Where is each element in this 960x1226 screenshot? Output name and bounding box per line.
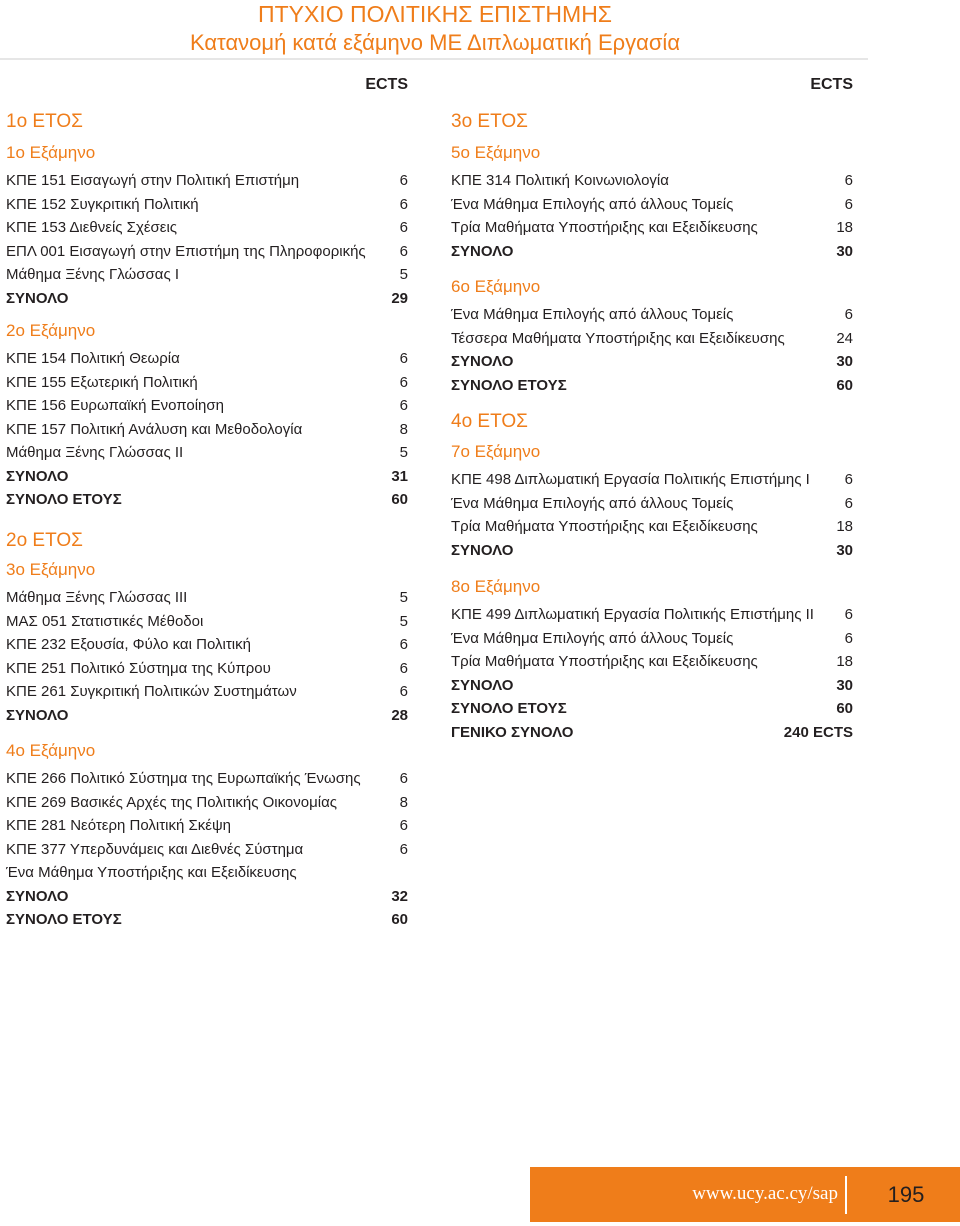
total-row <box>451 676 853 696</box>
total-row <box>6 289 408 309</box>
ects-value: 18 <box>836 653 853 670</box>
total-label: ΣΥΝΟΛΟ <box>6 467 69 485</box>
total-row <box>6 706 408 726</box>
ects-value: 6 <box>399 350 408 367</box>
course-name: Ένα Μάθημα Επιλογής από άλλους Τομείς <box>451 195 734 213</box>
total-label: ΣΥΝΟΛΟ <box>451 676 514 694</box>
course-name: ΚΠΕ 281 Νεότερη Πολιτική Σκέψη <box>6 817 231 834</box>
ects-column-header: ECTS <box>810 76 853 93</box>
course-name: ΕΠΛ 001 Εισαγωγή στην Επιστήμη της Πληροφορικής <box>6 242 366 260</box>
total-label: ΣΥΝΟΛΟ <box>451 541 514 559</box>
ects-value: 5 <box>399 589 408 606</box>
ects-value: 6 <box>399 817 408 834</box>
year-heading: 3ο ΕΤΟΣ <box>451 111 528 132</box>
total-row <box>451 376 853 396</box>
course-row <box>451 470 853 490</box>
ects-value: 6 <box>844 195 853 213</box>
course-name: ΚΠΕ 269 Βασικές Αρχές της Πολιτικής Οικονομίας <box>6 793 337 811</box>
course-name: ΚΠΕ 266 Πολιτικό Σύστημα της Ευρωπαϊκής Ένωσης <box>6 770 361 787</box>
ects-value: 6 <box>399 219 408 236</box>
course-row <box>451 494 853 514</box>
year-heading: 4ο ΕΤΟΣ <box>451 411 528 432</box>
ects-column-header: ECTS <box>365 76 408 93</box>
total-label: ΣΥΝΟΛΟ <box>6 887 69 905</box>
ects-value: 5 <box>399 266 408 283</box>
course-name: ΚΠΕ 499 Διπλωματική Εργασία Πολιτικής Επιστήμης ΙΙ <box>451 606 814 623</box>
course-name: ΚΠΕ 498 Διπλωματική Εργασία Πολιτικής Επιστήμης Ι <box>451 471 810 488</box>
semester-heading: 6ο Εξάμηνο <box>451 277 541 296</box>
total-label: ΣΥΝΟΛΟ ΕΤΟΥΣ <box>6 911 122 928</box>
ects-value: 18 <box>836 219 853 236</box>
ects-value: 60 <box>836 376 853 394</box>
course-name: ΚΠΕ 156 Ευρωπαϊκή Ενοποίηση <box>6 397 224 414</box>
course-name: ΚΠΕ 261 Συγκριτική Πολιτικών Συστημάτων <box>6 683 297 700</box>
footer-separator <box>845 1176 847 1214</box>
total-label: ΓΕΝΙΚΟ ΣΥΝΟΛΟ <box>451 723 574 741</box>
course-name: Ένα Μάθημα Επιλογής από άλλους Τομείς <box>451 306 734 323</box>
semester-heading: 4ο Εξάμηνο <box>6 741 96 760</box>
ects-value: 28 <box>391 706 408 724</box>
semester-heading: 3ο Εξάμηνο <box>6 560 96 579</box>
ects-value: 31 <box>391 467 408 485</box>
course-row <box>6 863 408 883</box>
course-row <box>6 396 408 416</box>
ects-value: 6 <box>844 471 853 488</box>
semester-heading: 1ο Εξάμηνο <box>6 143 96 162</box>
ects-value: 6 <box>844 172 853 189</box>
course-row <box>451 218 853 238</box>
total-row <box>6 887 408 907</box>
ects-value: 8 <box>399 420 408 438</box>
page-title: ΠΤΥΧΙΟ ΠΟΛΙΤΙΚΗΣ ΕΠΙΣΤΗΜΗΣ <box>257 1 613 27</box>
course-row <box>6 420 408 440</box>
ects-value: 6 <box>399 770 408 787</box>
total-row <box>451 352 853 372</box>
total-row <box>451 541 853 561</box>
total-label: ΣΥΝΟΛΟ ΕΤΟΥΣ <box>6 491 122 508</box>
total-label: ΣΥΝΟΛΟ <box>451 242 514 260</box>
ects-value: 6 <box>399 195 408 213</box>
course-row <box>451 605 853 625</box>
ects-value: 6 <box>399 636 408 653</box>
course-name: ΚΠΕ 153 Διεθνείς Σχέσεις <box>6 219 178 236</box>
course-row <box>6 816 408 836</box>
course-row <box>6 265 408 285</box>
total-row <box>6 910 408 930</box>
course-name: Τέσσερα Μαθήματα Υποστήριξης και Εξειδίκευσης <box>451 329 785 347</box>
course-row <box>6 769 408 789</box>
course-row <box>6 218 408 238</box>
course-name: Ένα Μάθημα Υποστήριξης και Εξειδίκευσης <box>6 864 297 881</box>
ects-value: 24 <box>836 329 853 347</box>
ects-value: 6 <box>399 397 408 414</box>
course-row <box>451 305 853 325</box>
course-row <box>6 171 408 191</box>
course-name: Μάθημα Ξένης Γλώσσας ΙΙΙ <box>6 589 188 606</box>
course-name: Ένα Μάθημα Επιλογής από άλλους Τομείς <box>451 494 734 512</box>
course-row <box>6 195 408 215</box>
total-row <box>451 242 853 262</box>
total-row <box>451 723 853 743</box>
ects-value: 6 <box>844 306 853 323</box>
total-row <box>451 699 853 719</box>
course-row <box>451 517 853 537</box>
course-row <box>451 195 853 215</box>
course-name: ΚΠΕ 155 Εξωτερική Πολιτική <box>6 373 198 391</box>
course-row <box>6 793 408 813</box>
ects-value: 6 <box>399 659 408 677</box>
year-heading: 2ο ΕΤΟΣ <box>6 530 83 551</box>
course-name: Μάθημα Ξένης Γλώσσας ΙΙ <box>6 444 184 461</box>
ects-value: 6 <box>399 242 408 260</box>
ects-value: 6 <box>844 629 853 647</box>
course-name: ΚΠΕ 152 Συγκριτική Πολιτική <box>6 195 199 213</box>
course-name: ΚΠΕ 251 Πολιτικό Σύστημα της Κύπρου <box>6 659 271 677</box>
course-row <box>451 629 853 649</box>
ects-value: 30 <box>836 676 853 694</box>
course-row <box>451 652 853 672</box>
course-row <box>6 373 408 393</box>
page-subtitle: Κατανομή κατά εξάμηνο ΜΕ Διπλωματική Εργασία <box>189 30 681 55</box>
ects-value: 30 <box>836 242 853 260</box>
ects-value: 6 <box>399 172 408 189</box>
ects-value: 6 <box>399 840 408 858</box>
ects-value: 60 <box>836 700 853 717</box>
ects-value: 30 <box>836 541 853 559</box>
course-row <box>6 612 408 632</box>
course-row <box>6 635 408 655</box>
semester-heading: 7ο Εξάμηνο <box>451 442 541 461</box>
total-label: ΣΥΝΟΛΟ <box>6 706 69 724</box>
course-row <box>6 840 408 860</box>
ects-value: 6 <box>399 683 408 700</box>
course-name: Τρία Μαθήματα Υποστήριξης και Εξειδίκευσης <box>451 518 758 535</box>
total-label: ΣΥΝΟΛΟ <box>451 353 514 370</box>
course-name: ΚΠΕ 232 Εξουσία, Φύλο και Πολιτική <box>6 636 251 653</box>
total-label: ΣΥΝΟΛΟ ΕΤΟΥΣ <box>451 700 567 717</box>
course-row <box>6 443 408 463</box>
course-row <box>6 588 408 608</box>
total-label: ΣΥΝΟΛΟ ΕΤΟΥΣ <box>451 376 567 394</box>
page-number: 195 <box>887 1182 925 1207</box>
course-name: ΜΑΣ 051 Στατιστικές Μέθοδοι <box>6 612 204 630</box>
course-name: ΚΠΕ 154 Πολιτική Θεωρία <box>6 350 180 367</box>
course-name: ΚΠΕ 314 Πολιτική Κοινωνιολογία <box>451 172 669 189</box>
ects-value: 32 <box>391 887 408 905</box>
course-name: Τρία Μαθήματα Υποστήριξης και Εξειδίκευσης <box>451 219 758 236</box>
course-name: Μάθημα Ξένης Γλώσσας Ι <box>6 266 180 283</box>
ects-value: 6 <box>844 494 853 512</box>
ects-value: 60 <box>391 491 408 508</box>
course-name: Τρία Μαθήματα Υποστήριξης και Εξειδίκευσης <box>451 653 758 670</box>
course-row <box>451 171 853 191</box>
total-row <box>6 467 408 487</box>
ects-value: 5 <box>399 444 408 461</box>
footer-bar <box>530 1167 960 1222</box>
course-name: ΚΠΕ 151 Εισαγωγή στην Πολιτική Επιστήμη <box>6 172 300 189</box>
ects-value: 5 <box>399 612 408 630</box>
semester-heading: 5ο Εξάμηνο <box>451 143 541 162</box>
ects-value: 6 <box>399 373 408 391</box>
total-row <box>6 490 408 510</box>
ects-value: 18 <box>836 518 853 535</box>
ects-value: 6 <box>844 606 853 623</box>
course-name: Ένα Μάθημα Επιλογής από άλλους Τομείς <box>451 629 734 647</box>
footer-url[interactable]: www.ucy.ac.cy/sap <box>692 1183 838 1204</box>
course-name: ΚΠΕ 157 Πολιτική Ανάλυση και Μεθοδολογία <box>6 420 303 438</box>
course-row <box>6 682 408 702</box>
header-divider <box>0 58 868 60</box>
ects-value: 60 <box>391 911 408 928</box>
year-heading: 1ο ΕΤΟΣ <box>6 111 83 132</box>
ects-value: 30 <box>836 353 853 370</box>
total-label: ΣΥΝΟΛΟ <box>6 289 69 307</box>
ects-value: 8 <box>399 793 408 811</box>
course-name: ΚΠΕ 377 Υπερδυνάμεις και Διεθνές Σύστημα <box>6 840 304 858</box>
course-row <box>6 349 408 369</box>
semester-heading: 2ο Εξάμηνο <box>6 321 96 340</box>
ects-value: 240 ECTS <box>783 723 853 741</box>
semester-heading: 8ο Εξάμηνο <box>451 577 541 596</box>
course-row <box>6 659 408 679</box>
ects-value: 29 <box>391 289 408 307</box>
course-row <box>451 329 853 349</box>
course-row <box>6 242 408 262</box>
